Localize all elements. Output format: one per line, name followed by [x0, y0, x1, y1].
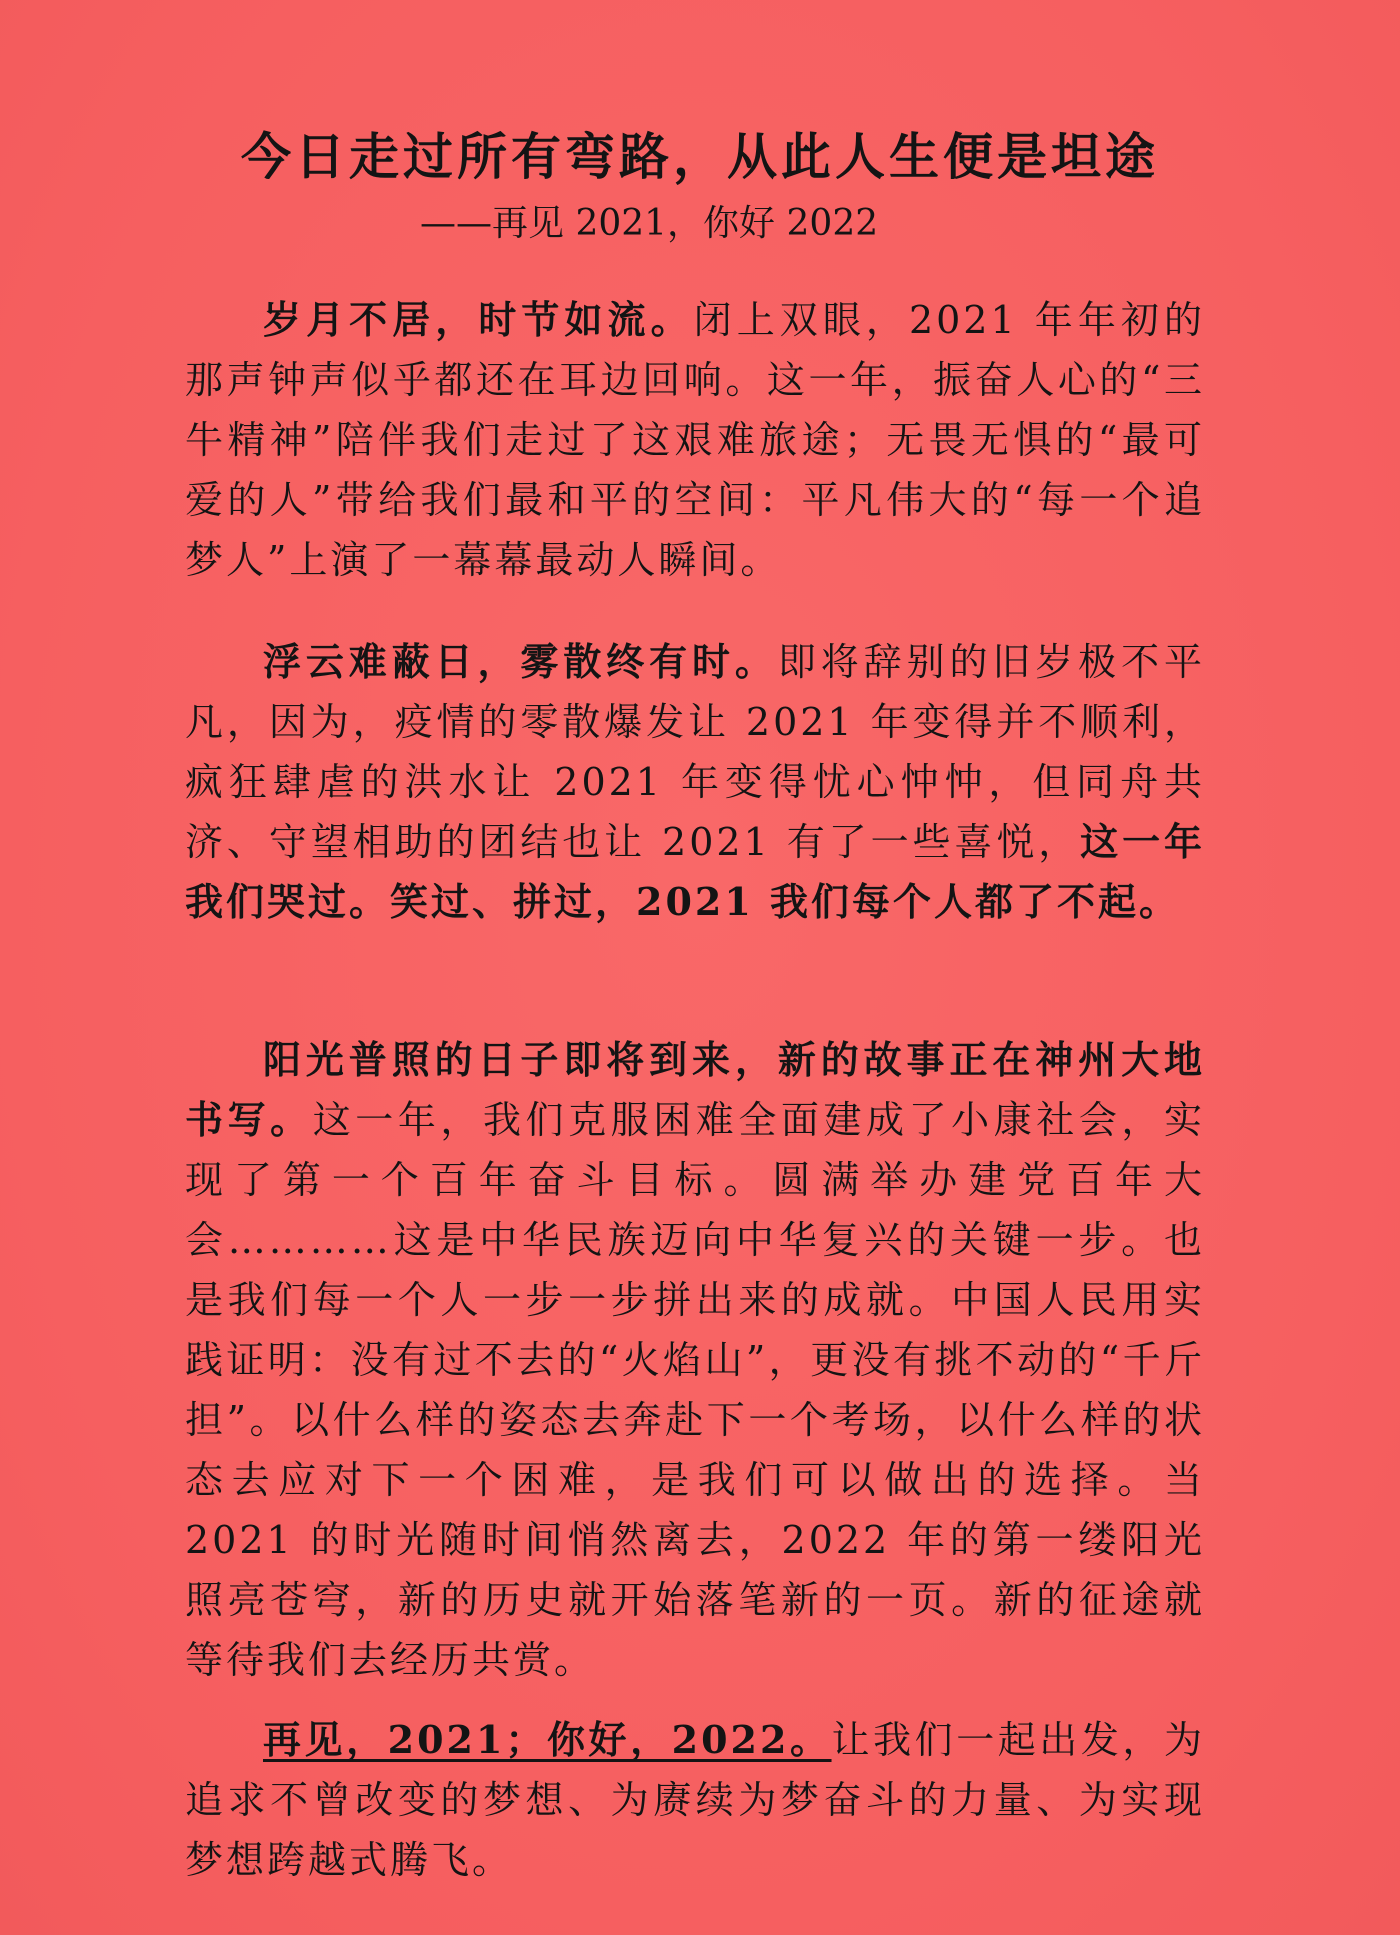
- paragraph-3: [185, 1030, 1205, 1682]
- paragraph-3-lead: 阳光普照的日子即将到来，新的故事正在神州大地书写。: [185, 1037, 1205, 1142]
- paragraph-1: [185, 290, 1205, 590]
- paragraph-4-lead: 再见，2021；你好，2022。: [263, 1717, 832, 1762]
- paragraph-1-lead: 岁月不居，时节如流。: [263, 297, 694, 342]
- paragraph-2-body: 即将辞别的旧岁极不平凡，因为，疫情的零散爆发让 2021 年变得并不顺利，疯狂肆虐的洪水让 2021 年变得忧心忡忡，但同舟共济、守望相助的团结也让 2021 有了一些喜悦，: [185, 640, 1205, 864]
- paragraph-4: [185, 1710, 1205, 1900]
- paragraph-1-body: 闭上双眼，2021 年年初的那声钟声似乎都还在耳边回响。这一年，振奋人心的“三牛精神”陪伴我们走过了这艰难旅途；无畏无惧的“最可爱的人”带给我们最和平的空间：平凡伟大的“每一个追梦人”上演了一幕幕最动人瞬间。: [185, 298, 1205, 582]
- document-subtitle: ——再见 2021，你好 2022: [420, 203, 879, 244]
- paragraph-3-body: 这一年，我们克服困难全面建成了小康社会，实现了第一个百年奋斗目标。圆满举办建党百年大会…………这是中华民族迈向中华复兴的关键一步。也是我们每一个人一步一步拼出来的成就。中国人民用实践证明：没有过不去的“火焰山”，更没有挑不动的“千斤担”。以什么样的姿态去奔赴下一个考场，以什么样的状态去应对下一个困难，是我们可以做出的选择。当 2021 的时光随时间悄然离去，2022 年的第一缕阳光照亮苍穹，新的历史就开始落笔新的一页。新的征途就等待我们去经历共赏。: [185, 1098, 1205, 1682]
- paragraph-2-emphasis: 这一年我们哭过。笑过、拼过，2021 我们每个人都了不起。: [185, 819, 1205, 924]
- paragraph-4-body: 让我们一起出发，为追求不曾改变的梦想、为赓续为梦奋斗的力量、为实现梦想跨越式腾飞。: [185, 1718, 1205, 1882]
- paragraph-2: [185, 632, 1205, 992]
- paragraph-2-lead: 浮云难蔽日，雾散终有时。: [263, 639, 778, 684]
- document-title: 今日走过所有弯路，从此人生便是坦途: [241, 127, 1159, 186]
